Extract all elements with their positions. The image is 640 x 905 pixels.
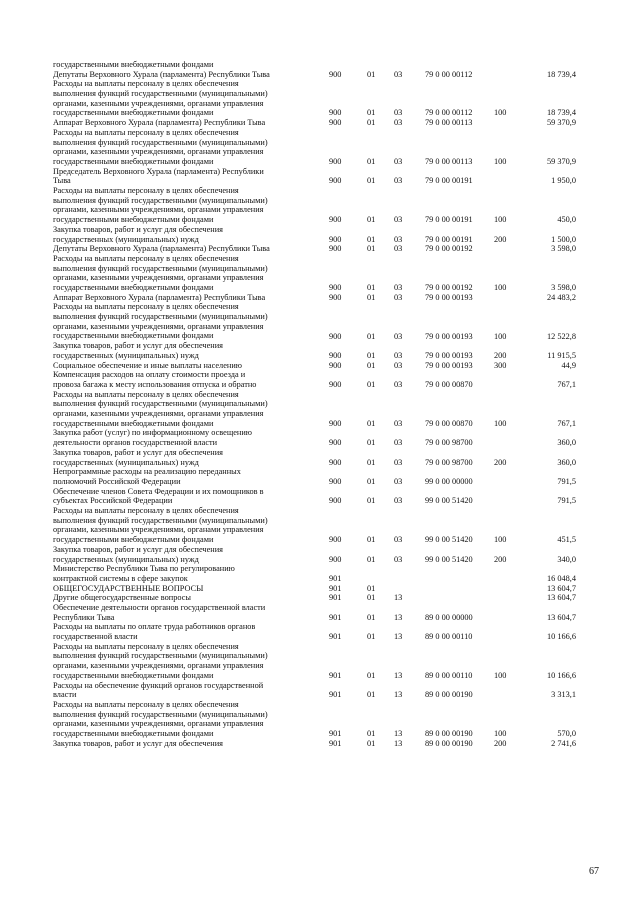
table-row xyxy=(0,302,640,341)
section-code: 01 xyxy=(367,554,376,564)
row-name-line: выполнения функций государственными (муниципальными) xyxy=(53,515,268,525)
row-name xyxy=(53,186,315,225)
target-article-code: 79 0 00 00193 xyxy=(425,292,473,302)
target-article-code: 99 0 00 51420 xyxy=(425,496,473,506)
subsection-code: 13 xyxy=(394,729,403,739)
row-name-line: Председатель Верховного Хурала (парламента) Республики xyxy=(53,166,264,176)
row-name-line: государственных (муниципальных) нужд xyxy=(53,234,199,244)
row-name-line: органами, казенными учреждениями, органами управления xyxy=(53,525,264,535)
row-name-line: органами, казенными учреждениями, органами управления xyxy=(53,98,264,108)
section-code: 01 xyxy=(367,379,376,389)
row-name-line: органами, казенными учреждениями, органами управления xyxy=(53,273,264,283)
row-name-line: государственных (муниципальных) нужд xyxy=(53,350,199,360)
amount: 791,5 xyxy=(557,476,576,486)
subsection-code: 03 xyxy=(394,535,403,545)
grbs-code: 900 xyxy=(329,234,342,244)
section-code: 01 xyxy=(367,457,376,467)
expense-type-code: 100 xyxy=(494,331,507,341)
row-name-line: государственными внебюджетными фондами xyxy=(53,535,214,545)
section-code: 01 xyxy=(367,418,376,428)
amount: 18 739,4 xyxy=(546,108,576,118)
amount: 44,9 xyxy=(561,360,576,370)
row-name-line: Аппарат Верховного Хурала (парламента) Республики Тыва xyxy=(53,118,266,128)
row-name-line: государственными внебюджетными фондами xyxy=(53,282,214,292)
row-name-line: органами, казенными учреждениями, органами управления xyxy=(53,205,264,215)
row-name-line: государственными внебюджетными фондами xyxy=(53,108,214,118)
subsection-code: 03 xyxy=(394,292,403,302)
table-row xyxy=(0,244,640,254)
table-row xyxy=(0,370,640,389)
subsection-code: 03 xyxy=(394,69,403,79)
row-name-line: Расходы на выплаты персоналу в целях обеспечения xyxy=(53,699,239,709)
row-name xyxy=(53,584,315,594)
expense-type-code: 200 xyxy=(494,234,507,244)
grbs-code: 901 xyxy=(329,632,342,642)
target-article-code: 99 0 00 00000 xyxy=(425,476,473,486)
amount: 10 166,6 xyxy=(546,632,576,642)
target-article-code: 79 0 00 00192 xyxy=(425,283,473,293)
row-name xyxy=(53,70,315,80)
table-row xyxy=(0,603,640,622)
table-row xyxy=(0,254,640,293)
page-number: 67 xyxy=(589,866,599,877)
row-name-line: государственной власти xyxy=(53,632,138,642)
grbs-code: 900 xyxy=(329,438,342,448)
table-row xyxy=(0,128,640,167)
row-name xyxy=(53,167,315,186)
section-code: 01 xyxy=(367,283,376,293)
section-code: 01 xyxy=(367,331,376,341)
row-name-line: ОБЩЕГОСУДАРСТВЕННЫЕ ВОПРОСЫ xyxy=(53,583,204,593)
row-name-line: государственными внебюджетными фондами xyxy=(53,670,214,680)
row-name-line: выполнения функций государственными (муниципальными) xyxy=(53,137,268,147)
section-code: 01 xyxy=(367,176,376,186)
table-row xyxy=(0,118,640,128)
subsection-code: 03 xyxy=(394,283,403,293)
row-name-line: Социальное обеспечение и иные выплаты населению xyxy=(53,360,242,370)
grbs-code: 900 xyxy=(329,360,342,370)
target-article-code: 79 0 00 00192 xyxy=(425,244,473,254)
table-row xyxy=(0,487,640,506)
expense-type-code: 100 xyxy=(494,215,507,225)
row-name-line: государственными внебюджетными фондами xyxy=(53,418,214,428)
row-name xyxy=(53,118,315,128)
row-name-line: Министерство Республики Тыва по регулированию xyxy=(53,564,235,574)
expense-type-code: 100 xyxy=(494,670,507,680)
section-code: 01 xyxy=(367,438,376,448)
section-code: 01 xyxy=(367,670,376,680)
grbs-code: 901 xyxy=(329,593,342,603)
table-row xyxy=(0,293,640,303)
amount: 3 598,0 xyxy=(551,244,576,254)
row-name-line: деятельности органов государственной власти xyxy=(53,438,218,448)
table-row xyxy=(0,584,640,594)
grbs-code: 900 xyxy=(329,283,342,293)
subsection-code: 13 xyxy=(394,690,403,700)
expense-type-code: 200 xyxy=(494,457,507,467)
section-code: 01 xyxy=(367,69,376,79)
target-article-code: 89 0 00 00190 xyxy=(425,738,473,748)
amount: 1 500,0 xyxy=(551,234,576,244)
table-row xyxy=(0,341,640,360)
amount: 2 741,6 xyxy=(551,738,576,748)
row-name xyxy=(53,302,315,341)
table-row xyxy=(0,167,640,186)
row-name-line: государственными внебюджетными фондами xyxy=(53,215,214,225)
row-name-line: Закупка товаров, работ и услуг для обеспечения xyxy=(53,447,223,457)
subsection-code: 13 xyxy=(394,738,403,748)
row-name-line: органами, казенными учреждениями, органами управления xyxy=(53,661,264,671)
expense-type-code: 200 xyxy=(494,738,507,748)
row-name-line: выполнения функций государственными (муниципальными) xyxy=(53,195,268,205)
table-row xyxy=(0,361,640,371)
amount: 570,0 xyxy=(557,729,576,739)
grbs-code: 900 xyxy=(329,457,342,467)
grbs-code: 901 xyxy=(329,690,342,700)
row-name-line: Другие общегосударственные вопросы xyxy=(53,593,191,603)
row-name xyxy=(53,60,315,70)
row-name-line: Закупка работ (услуг) по информационному освещению xyxy=(53,428,252,438)
row-name-line: Расходы на выплаты персоналу в целях обеспечения xyxy=(53,186,239,196)
row-name-line: Республики Тыва xyxy=(53,612,115,622)
row-name-line: Расходы на выплаты по оплате труда работников органов xyxy=(53,622,256,632)
target-article-code: 79 0 00 00870 xyxy=(425,418,473,428)
row-name-line: Аппарат Верховного Хурала (парламента) Республики Тыва xyxy=(53,292,266,302)
row-name-line: полномочий Российской Федерации xyxy=(53,476,181,486)
table-row xyxy=(0,186,640,225)
target-article-code: 79 0 00 00113 xyxy=(425,118,473,128)
target-article-code: 79 0 00 00191 xyxy=(425,215,473,225)
subsection-code: 13 xyxy=(394,593,403,603)
expense-type-code: 100 xyxy=(494,418,507,428)
row-name-line: выполнения функций государственными (муниципальными) xyxy=(53,89,268,99)
grbs-code: 900 xyxy=(329,118,342,128)
row-name xyxy=(53,622,315,641)
grbs-code: 900 xyxy=(329,379,342,389)
row-name-line: государственными внебюджетными фондами xyxy=(53,729,214,739)
subsection-code: 03 xyxy=(394,118,403,128)
row-name xyxy=(53,593,315,603)
row-name-line: Расходы на выплаты персоналу в целях обеспечения xyxy=(53,506,239,516)
amount: 11 915,5 xyxy=(547,350,576,360)
table-row xyxy=(0,700,640,739)
subsection-code: 03 xyxy=(394,360,403,370)
target-article-code: 79 0 00 00112 xyxy=(425,69,473,79)
subsection-code: 13 xyxy=(394,670,403,680)
expense-type-code: 100 xyxy=(494,108,507,118)
section-code: 01 xyxy=(367,738,376,748)
section-code: 01 xyxy=(367,108,376,118)
row-name-line: Закупка товаров, работ и услуг для обеспечения xyxy=(53,341,223,351)
grbs-code: 900 xyxy=(329,350,342,360)
row-name-line: государственными внебюджетными фондами xyxy=(53,60,214,69)
expense-type-code: 100 xyxy=(494,729,507,739)
row-name-line: государственными внебюджетными фондами xyxy=(53,331,214,341)
table-row xyxy=(0,467,640,486)
section-code: 01 xyxy=(367,729,376,739)
budget-table xyxy=(0,60,640,748)
grbs-code: 900 xyxy=(329,69,342,79)
table-row xyxy=(0,60,640,70)
section-code: 01 xyxy=(367,632,376,642)
row-name xyxy=(53,681,315,700)
row-name-line: Расходы на выплаты персоналу в целях обеспечения xyxy=(53,302,239,312)
row-name xyxy=(53,370,315,389)
section-code: 01 xyxy=(367,593,376,603)
expense-type-code: 100 xyxy=(494,535,507,545)
target-article-code: 79 0 00 00193 xyxy=(425,360,473,370)
expense-type-code: 100 xyxy=(494,156,507,166)
table-row xyxy=(0,506,640,545)
expense-type-code: 200 xyxy=(494,554,507,564)
amount: 451,5 xyxy=(557,535,576,545)
row-name-line: органами, казенными учреждениями, органами управления xyxy=(53,147,264,157)
amount: 10 166,6 xyxy=(546,670,576,680)
table-row xyxy=(0,79,640,118)
target-article-code: 79 0 00 00193 xyxy=(425,350,473,360)
section-code: 01 xyxy=(367,360,376,370)
row-name xyxy=(53,79,315,118)
row-name-line: Депутаты Верховного Хурала (парламента) Республики Тыва xyxy=(53,244,270,254)
subsection-code: 03 xyxy=(394,176,403,186)
amount: 450,0 xyxy=(557,215,576,225)
target-article-code: 89 0 00 00190 xyxy=(425,690,473,700)
row-name xyxy=(53,361,315,371)
row-name xyxy=(53,506,315,545)
row-name-line: органами, казенными учреждениями, органами управления xyxy=(53,719,264,729)
section-code: 01 xyxy=(367,156,376,166)
subsection-code: 03 xyxy=(394,476,403,486)
target-article-code: 89 0 00 00190 xyxy=(425,729,473,739)
table-row xyxy=(0,642,640,681)
table-row xyxy=(0,428,640,447)
target-article-code: 99 0 00 51420 xyxy=(425,554,473,564)
amount: 13 604,7 xyxy=(546,593,576,603)
subsection-code: 03 xyxy=(394,496,403,506)
row-name-line: провоза багажа к месту использования отпуска и обратно xyxy=(53,379,257,389)
row-name-line: органами, казенными учреждениями, органами управления xyxy=(53,321,264,331)
table-row xyxy=(0,448,640,467)
grbs-code: 900 xyxy=(329,215,342,225)
target-article-code: 99 0 00 51420 xyxy=(425,535,473,545)
amount: 59 370,9 xyxy=(546,118,576,128)
expense-type-code: 100 xyxy=(494,283,507,293)
subsection-code: 03 xyxy=(394,331,403,341)
row-name xyxy=(53,341,315,360)
subsection-code: 03 xyxy=(394,379,403,389)
row-name-line: государственными внебюджетными фондами xyxy=(53,156,214,166)
row-name-line: Компенсация расходов на оплату стоимости проезда и xyxy=(53,370,246,380)
row-name xyxy=(53,739,315,749)
row-name xyxy=(53,700,315,739)
target-article-code: 79 0 00 98700 xyxy=(425,438,473,448)
grbs-code: 900 xyxy=(329,156,342,166)
target-article-code: 79 0 00 00191 xyxy=(425,176,473,186)
amount: 12 522,8 xyxy=(546,331,576,341)
section-code: 01 xyxy=(367,612,376,622)
grbs-code: 901 xyxy=(329,573,342,583)
section-code: 01 xyxy=(367,244,376,254)
target-article-code: 89 0 00 00110 xyxy=(425,632,473,642)
subsection-code: 03 xyxy=(394,244,403,254)
row-name-line: Закупка товаров, работ и услуг для обеспечения xyxy=(53,738,223,748)
target-article-code: 79 0 00 98700 xyxy=(425,457,473,467)
amount: 360,0 xyxy=(557,438,576,448)
row-name xyxy=(53,293,315,303)
row-name-line: Расходы на обеспечение функций органов государственной xyxy=(53,680,264,690)
row-name-line: Расходы на выплаты персоналу в целях обеспечения xyxy=(53,253,239,263)
amount: 59 370,9 xyxy=(546,156,576,166)
target-article-code: 89 0 00 00110 xyxy=(425,670,473,680)
amount: 1 950,0 xyxy=(551,176,576,186)
grbs-code: 901 xyxy=(329,583,342,593)
target-article-code: 89 0 00 00000 xyxy=(425,612,473,622)
row-name xyxy=(53,545,315,564)
subsection-code: 13 xyxy=(394,632,403,642)
amount: 767,1 xyxy=(557,379,576,389)
row-name-line: государственных (муниципальных) нужд xyxy=(53,457,199,467)
row-name xyxy=(53,244,315,254)
target-article-code: 79 0 00 00112 xyxy=(425,108,473,118)
subsection-code: 03 xyxy=(394,215,403,225)
row-name-line: Расходы на выплаты персоналу в целях обеспечения xyxy=(53,79,239,89)
table-row xyxy=(0,225,640,244)
grbs-code: 900 xyxy=(329,176,342,186)
subsection-code: 03 xyxy=(394,554,403,564)
grbs-code: 901 xyxy=(329,729,342,739)
section-code: 01 xyxy=(367,350,376,360)
subsection-code: 03 xyxy=(394,457,403,467)
table-row xyxy=(0,564,640,583)
row-name-line: Расходы на выплаты персоналу в целях обеспечения xyxy=(53,127,239,137)
table-row xyxy=(0,70,640,80)
row-name xyxy=(53,390,315,429)
target-article-code: 79 0 00 00113 xyxy=(425,156,473,166)
row-name xyxy=(53,642,315,681)
subsection-code: 03 xyxy=(394,108,403,118)
table-row xyxy=(0,390,640,429)
grbs-code: 900 xyxy=(329,418,342,428)
row-name-line: выполнения функций государственными (муниципальными) xyxy=(53,709,268,719)
table-row xyxy=(0,593,640,603)
row-name-line: Расходы на выплаты персоналу в целях обеспечения xyxy=(53,641,239,651)
row-name xyxy=(53,254,315,293)
row-name xyxy=(53,128,315,167)
amount: 16 048,4 xyxy=(546,573,576,583)
row-name-line: Тыва xyxy=(53,176,71,186)
grbs-code: 900 xyxy=(329,476,342,486)
section-code: 01 xyxy=(367,496,376,506)
grbs-code: 900 xyxy=(329,244,342,254)
row-name-line: Закупка товаров, работ и услуг для обеспечения xyxy=(53,544,223,554)
amount: 3 598,0 xyxy=(551,283,576,293)
row-name-line: выполнения функций государственными (муниципальными) xyxy=(53,399,268,409)
subsection-code: 03 xyxy=(394,438,403,448)
row-name-line: органами, казенными учреждениями, органами управления xyxy=(53,409,264,419)
row-name-line: государственных (муниципальных) нужд xyxy=(53,554,199,564)
row-name-line: выполнения функций государственными (муниципальными) xyxy=(53,651,268,661)
row-name xyxy=(53,603,315,622)
row-name xyxy=(53,448,315,467)
grbs-code: 900 xyxy=(329,496,342,506)
row-name-line: субъектах Российской Федерации xyxy=(53,496,173,506)
amount: 360,0 xyxy=(557,457,576,467)
grbs-code: 900 xyxy=(329,535,342,545)
target-article-code: 79 0 00 00191 xyxy=(425,234,473,244)
section-code: 01 xyxy=(367,118,376,128)
target-article-code: 79 0 00 00870 xyxy=(425,379,473,389)
row-name-line: выполнения функций государственными (муниципальными) xyxy=(53,263,268,273)
row-name xyxy=(53,564,315,583)
amount: 24 483,2 xyxy=(546,292,576,302)
table-row xyxy=(0,739,640,749)
table-row xyxy=(0,545,640,564)
row-name-line: контрактной системы в сфере закупок xyxy=(53,573,188,583)
grbs-code: 900 xyxy=(329,331,342,341)
expense-type-code: 300 xyxy=(494,360,507,370)
subsection-code: 03 xyxy=(394,350,403,360)
expense-type-code: 200 xyxy=(494,350,507,360)
row-name xyxy=(53,467,315,486)
grbs-code: 900 xyxy=(329,108,342,118)
row-name-line: Закупка товаров, работ и услуг для обеспечения xyxy=(53,224,223,234)
row-name-line: Непрограммные расходы на реализацию переданных xyxy=(53,467,241,477)
amount: 767,1 xyxy=(557,418,576,428)
amount: 13 604,7 xyxy=(546,612,576,622)
table-row xyxy=(0,622,640,641)
row-name-line: Расходы на выплаты персоналу в целях обеспечения xyxy=(53,389,239,399)
grbs-code: 901 xyxy=(329,612,342,622)
section-code: 01 xyxy=(367,535,376,545)
section-code: 01 xyxy=(367,476,376,486)
row-name-line: Обеспечение членов Совета Федерации и их помощников в xyxy=(53,486,264,496)
section-code: 01 xyxy=(367,583,376,593)
amount: 18 739,4 xyxy=(546,69,576,79)
row-name-line: власти xyxy=(53,690,77,700)
grbs-code: 901 xyxy=(329,738,342,748)
section-code: 01 xyxy=(367,234,376,244)
section-code: 01 xyxy=(367,215,376,225)
grbs-code: 900 xyxy=(329,554,342,564)
grbs-code: 901 xyxy=(329,670,342,680)
row-name xyxy=(53,225,315,244)
amount: 791,5 xyxy=(557,496,576,506)
section-code: 01 xyxy=(367,292,376,302)
row-name-line: выполнения функций государственными (муниципальными) xyxy=(53,312,268,322)
grbs-code: 900 xyxy=(329,292,342,302)
row-name xyxy=(53,428,315,447)
amount: 3 313,1 xyxy=(551,690,576,700)
row-name xyxy=(53,487,315,506)
row-name-line: Обеспечение деятельности органов государственной власти xyxy=(53,602,266,612)
subsection-code: 03 xyxy=(394,234,403,244)
row-name-line: Депутаты Верховного Хурала (парламента) Республики Тыва xyxy=(53,69,270,79)
section-code: 01 xyxy=(367,690,376,700)
target-article-code: 79 0 00 00193 xyxy=(425,331,473,341)
subsection-code: 13 xyxy=(394,612,403,622)
amount: 13 604,7 xyxy=(546,583,576,593)
subsection-code: 03 xyxy=(394,156,403,166)
subsection-code: 03 xyxy=(394,418,403,428)
table-row xyxy=(0,681,640,700)
amount: 340,0 xyxy=(557,554,576,564)
